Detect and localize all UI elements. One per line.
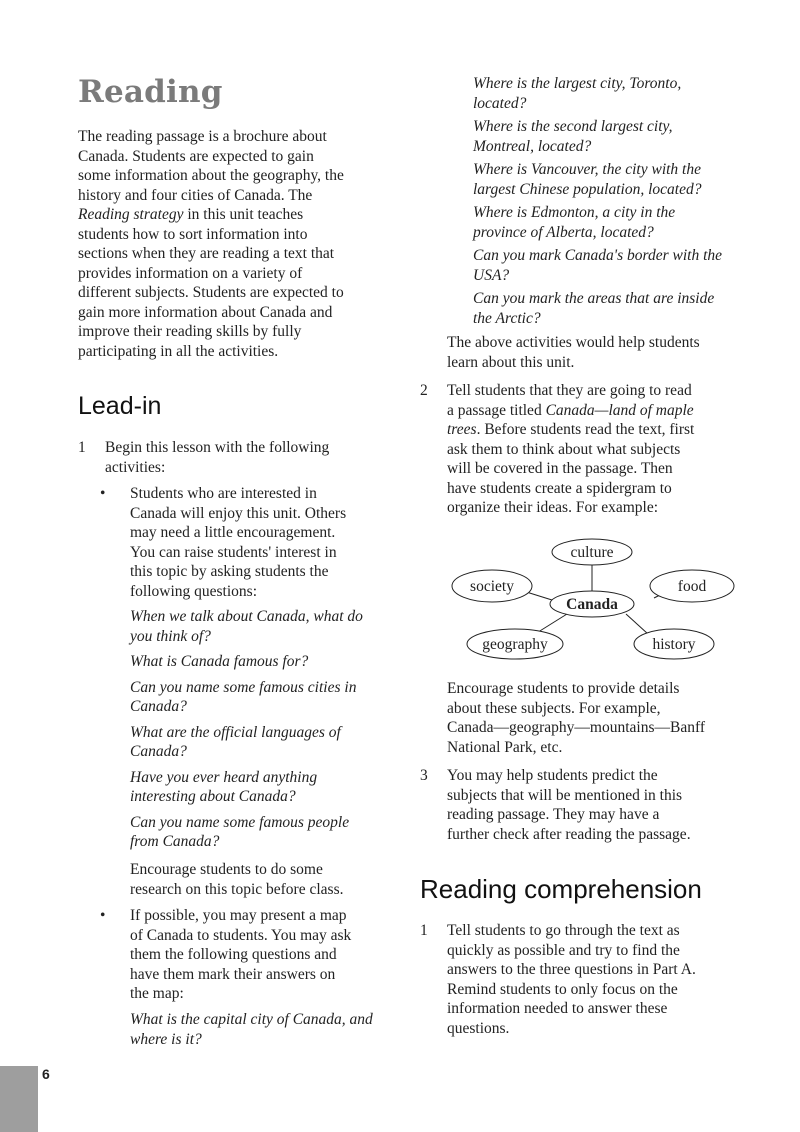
leadin-heading: Lead-in [78, 392, 162, 420]
question-line: from Canada? [130, 833, 220, 850]
encourage-line: Encourage students to do some [130, 861, 323, 878]
bullet-line: may need a little encouragement. [130, 524, 336, 541]
label-canada: Canada [566, 596, 618, 613]
item-number: 3 [420, 767, 428, 784]
question [130, 607, 410, 646]
page-number: 6 [42, 1066, 50, 1082]
leadin-bullet-2 [100, 906, 400, 1004]
question-line: where is it? [130, 1030, 202, 1048]
item-line: further check after reading the passage. [447, 825, 691, 843]
label-geography: geography [482, 636, 548, 653]
label-history: history [652, 636, 696, 653]
question-line: you think of? [130, 627, 211, 645]
question-line: the Arctic? [473, 309, 541, 327]
bullet-line: Canada will enjoy this unit. Others [130, 504, 347, 522]
encourage-research [130, 860, 410, 899]
item-number: 2 [420, 382, 428, 399]
question-line: When we talk about Canada, what do [130, 608, 363, 625]
item-line: quickly as possible and try to find the [447, 941, 680, 959]
encourage-line: Encourage students to provide details [447, 680, 680, 697]
item-line: organize their ideas. For example: [447, 499, 659, 516]
intro-line: The reading passage is a brochure about [78, 128, 327, 145]
item-line: Begin this lesson with the following [105, 439, 330, 456]
question-capital [130, 1010, 420, 1049]
bullet-dot: • [100, 907, 106, 924]
item-line: You may help students predict the [447, 767, 658, 784]
encourage-line: research on this topic before class. [130, 880, 344, 898]
leadin-bullet-1 [100, 484, 400, 601]
above-activities [447, 333, 747, 372]
question-line: province of Alberta, located? [473, 223, 654, 241]
right-item-2 [420, 381, 750, 518]
bullet-line: You can raise students' interest in [130, 543, 337, 561]
question-line: USA? [473, 266, 510, 284]
question-line: Montreal, located? [473, 137, 592, 155]
spidergram [440, 530, 750, 670]
passage-title: trees [447, 421, 477, 438]
bullet-line: this topic by asking students the [130, 563, 329, 580]
intro-line: improve their reading skills by fully [78, 323, 302, 340]
comprehension-heading: Reading comprehension [420, 874, 702, 904]
question-line: Where is the second largest city, [473, 118, 673, 135]
item-line: activities: [105, 458, 166, 476]
intro-line: history and four cities of Canada. The [78, 186, 313, 204]
encourage-line: about these subjects. For example, [447, 699, 661, 717]
reading-intro [78, 127, 408, 361]
encourage-line: National Park, etc. [447, 738, 563, 756]
connector-history [626, 614, 648, 634]
passage-title: Canada—land of maple [545, 401, 694, 419]
label-food: food [677, 578, 707, 595]
question-line: What are the official languages of [130, 723, 341, 741]
item-line: reading passage. They may have a [447, 806, 660, 823]
item-line: Remind students to only focus on the [447, 980, 678, 998]
item-number: 1 [78, 439, 86, 456]
encourage-details [447, 679, 757, 757]
question-line: What is Canada famous for? [130, 653, 309, 670]
right-item-3 [420, 766, 750, 844]
question [130, 768, 410, 807]
intro-line: students how to sort information into [78, 225, 308, 243]
question [473, 74, 763, 113]
intro-line: different subjects. Students are expected to [78, 284, 344, 301]
leadin-item-1 [78, 438, 398, 477]
bullet-line: If possible, you may present a map [130, 907, 347, 924]
intro-line: Canada. Students are expected to gain [78, 147, 314, 165]
question-line: Can you name some famous cities in [130, 678, 357, 696]
intro-line: gain more information about Canada and [78, 303, 333, 321]
intro-line [78, 205, 408, 225]
item-line [447, 420, 750, 440]
question-line: located? [473, 94, 527, 112]
question-line: Where is the largest city, Toronto, [473, 75, 682, 92]
bullet-line: them the following questions and [130, 946, 337, 963]
question [130, 678, 410, 717]
item-line: information needed to answer these [447, 1000, 668, 1017]
question [130, 723, 410, 762]
question-line: interesting about Canada? [130, 788, 296, 805]
question [130, 813, 410, 852]
question-line: Can you mark the areas that are inside [473, 290, 715, 307]
encourage-line: Canada—geography—mountains—Banff [447, 719, 705, 736]
item-line: have students create a spidergram to [447, 479, 672, 497]
leadin-questions [130, 607, 410, 858]
bullet-line: following questions: [130, 582, 258, 600]
question [473, 160, 763, 199]
question-line: Where is Edmonton, a city in the [473, 204, 676, 221]
question [130, 652, 410, 672]
item-line: Tell students that they are going to read [447, 382, 692, 399]
question-line: Can you name some famous people [130, 813, 350, 831]
bullet-line: of Canada to students. You may ask [130, 926, 352, 944]
reading-strategy-term: Reading strategy [78, 206, 184, 223]
question-line: Have you ever heard anything [130, 768, 318, 786]
question-line: largest Chinese population, located? [473, 180, 702, 198]
question-line: Canada? [130, 743, 187, 760]
intro-line: provides information on a variety of [78, 264, 303, 282]
item-number: 1 [420, 922, 428, 939]
item-line: questions. [447, 1019, 510, 1037]
item-line: subjects that will be mentioned in this [447, 786, 683, 804]
question [473, 117, 763, 156]
item-line [447, 401, 750, 421]
question-line: Where is Vancouver, the city with the [473, 161, 701, 178]
bullet-line: have them mark their answers on [130, 965, 336, 983]
question-line: Canada? [130, 698, 187, 715]
label-culture: culture [570, 544, 614, 561]
item-line: Tell students to go through the text as [447, 922, 680, 939]
item-line: will be covered in the passage. Then [447, 460, 673, 477]
item-line: answers to the three questions in Part A. [447, 961, 696, 978]
question [473, 203, 763, 242]
comprehension-item-1 [420, 921, 750, 1038]
bullet-line: the map: [130, 985, 184, 1002]
bullet-line: Students who are interested in [130, 485, 317, 502]
above-line: The above activities would help students [447, 334, 700, 351]
intro-line: some information about the geography, the [78, 167, 344, 184]
item-line: ask them to think about what subjects [447, 440, 681, 458]
item-text: . Before students read the text, first [476, 421, 695, 438]
question [473, 246, 763, 285]
question [473, 289, 763, 328]
above-line: learn about this unit. [447, 353, 575, 371]
intro-line: sections when they are reading a text that [78, 245, 335, 262]
label-society: society [470, 578, 514, 595]
intro-line-text: in this unit teaches [187, 206, 304, 223]
item-text: a passage titled [447, 401, 546, 419]
reading-heading: Reading [78, 74, 223, 110]
question-line: Can you mark Canada's border with the [473, 247, 723, 264]
question-line: What is the capital city of Canada, and [130, 1011, 373, 1028]
page-tab-bar [0, 1066, 38, 1132]
map-questions [473, 74, 763, 328]
intro-line: participating in all the activities. [78, 342, 279, 360]
bullet-dot: • [100, 485, 106, 502]
